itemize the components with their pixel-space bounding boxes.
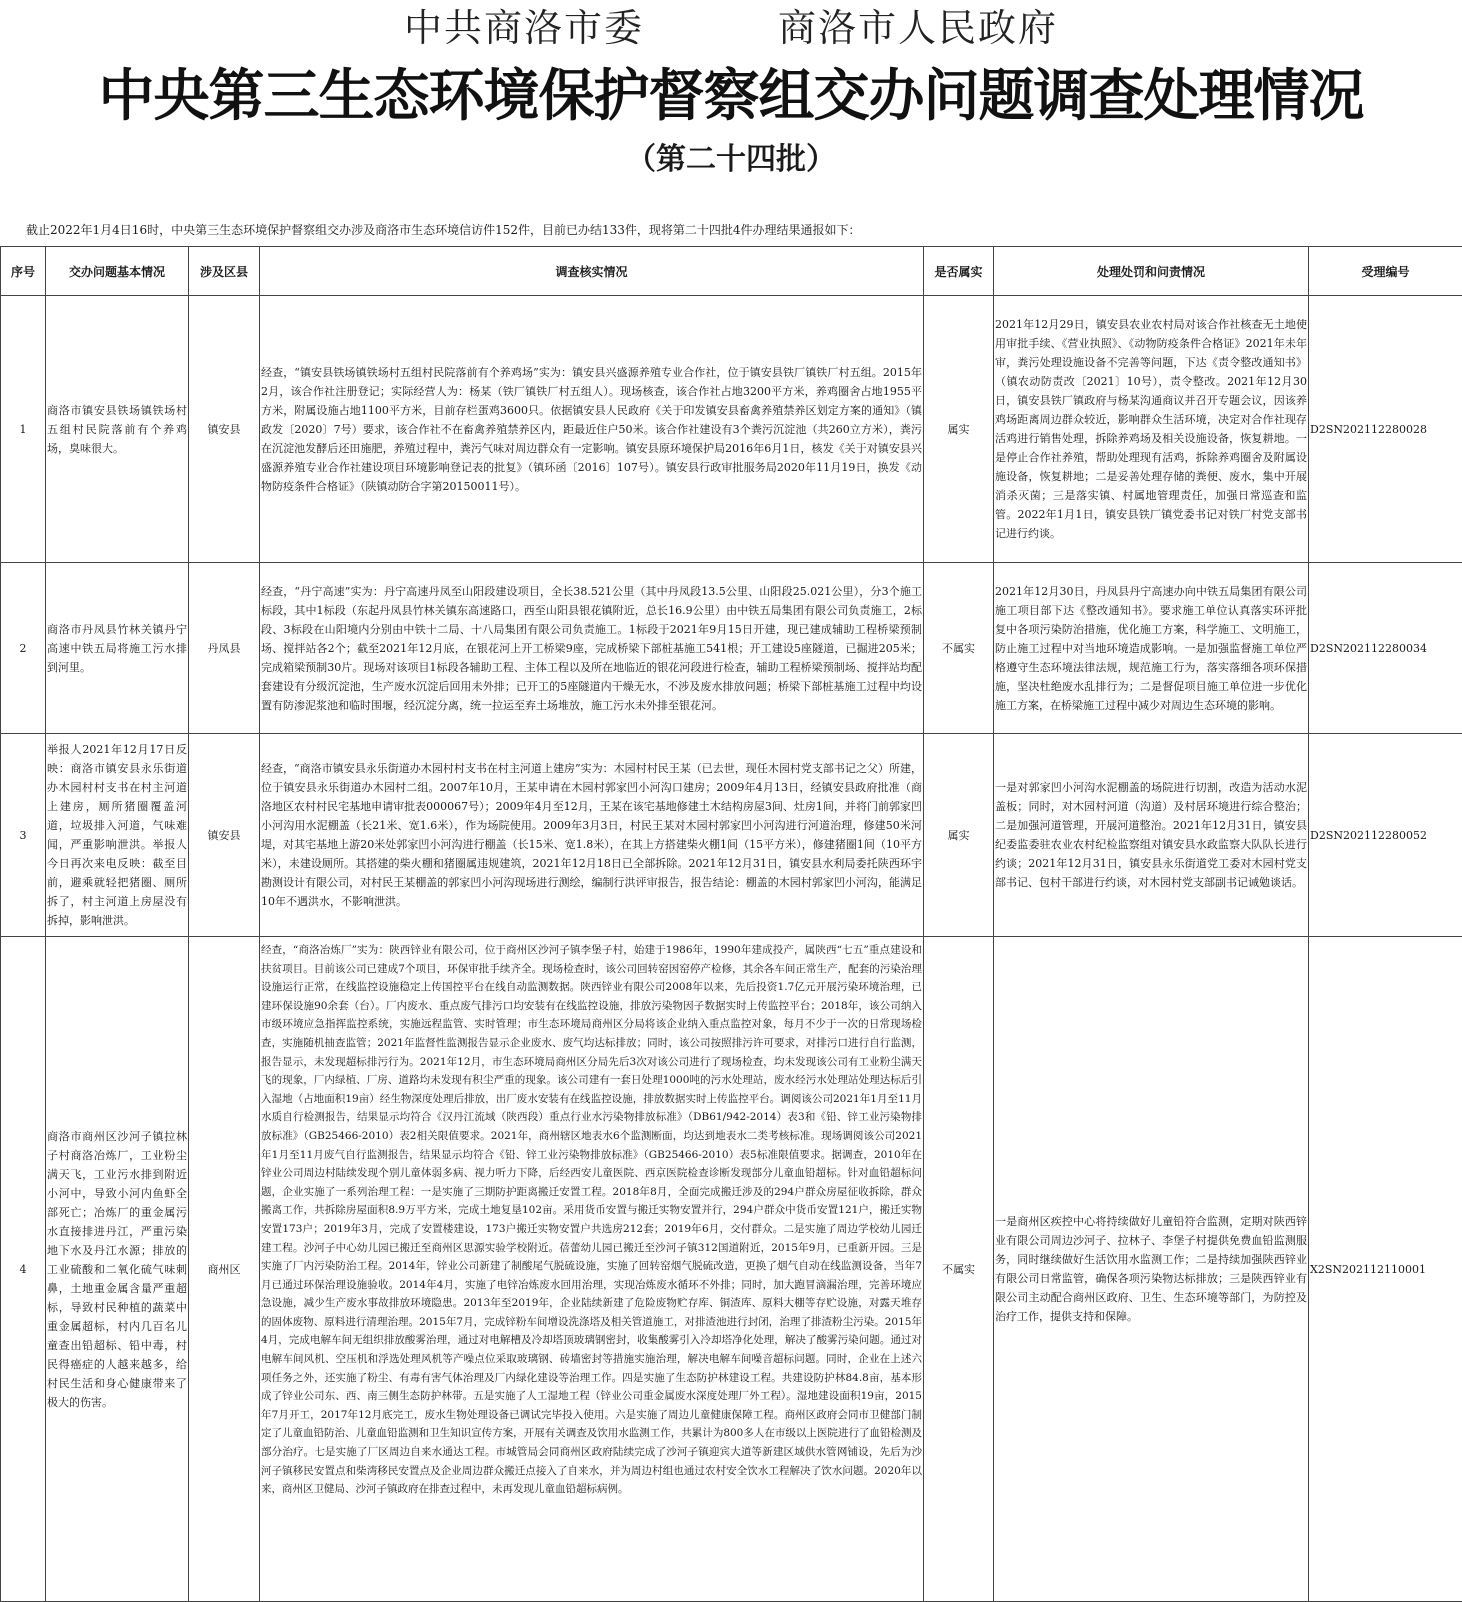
row-verified: 不属实: [924, 563, 994, 734]
table-row: [1, 296, 1462, 563]
header-district: 涉及区县: [189, 247, 260, 296]
issuers-line: [0, 4, 1462, 52]
row-verified: 属实: [924, 296, 994, 563]
row-code: D2SN202112280034: [1309, 563, 1462, 734]
header-handling: 处理处罚和问责情况: [994, 247, 1309, 296]
row-code: D2SN202112280052: [1309, 734, 1462, 937]
intro-paragraph: 截止2022年1月4日16时，中央第三生态环境保护督察组交办涉及商洛市生态环境信访件152件，目前已办结133件，现将第二十四批4件办理结果通报如下：: [26, 222, 861, 238]
row-handling: 一是商州区疾控中心将持续做好儿童铅符合监测，定期对陕西锌业有限公司周边沙河子、拉林子、李堡子村提供免费血铅监测服务，同时继续做好生活饮用水监测工作；二是持续加强陕西锌业有限公司日常监管，确保各项污染物达标排放；三是陕西锌业有限公司主动配合商州区政府、卫生、生态环境等部门，为防控及治疗工作，提供支持和保障。: [994, 937, 1309, 1602]
row-investigation: 经查，“镇安县铁场镇铁场村五组村民院落前有个养鸡场”实为：镇安县兴盛源养殖专业合作社，位于镇安县铁厂镇铁厂村五组。2015年2月，该合作社注册登记；实际经营人为：杨某（铁厂镇铁厂村五组人）。现场核查，该合作社占地3200平方米，养鸡圈舍占地1955平方米，附属设施占地1100平方米，目前存栏蛋鸡3600只。依据镇安县人民政府《关于印发镇安县畜禽养殖禁养区划定方案的通知》（镇政发〔2020〕7号）要求，该合作社不在畜禽养殖禁养区内，距最近住户50米。该合作社建设有3个粪污沉淀池（共260立方米），粪污在沉淀池发酵后还田施肥，养殖过程中，粪污气味对周边群众有一定影响。镇安县原环境保护局2016年6月1日，核发《关于对镇安县兴盛源养殖专业合作社建设项目环境影响登记表的批复》（镇环函〔2016〕107号）。镇安县行政审批服务局2020年11月19日，换发《动物防疫条件合格证》（陕镇动防合字第20150011号）。: [260, 296, 924, 563]
header-code: 受理编号: [1309, 247, 1462, 296]
row-basic: 商洛市镇安县铁场镇铁场村五组村民院落前有个养鸡场，臭味很大。: [46, 296, 189, 563]
row-code: X2SN202112110001: [1309, 937, 1462, 1602]
row-no: 1: [1, 296, 46, 563]
document-title: 中央第三生态环境保护督察组交办问题调查处理情况: [0, 62, 1462, 132]
row-district: 商州区: [189, 937, 260, 1602]
row-basic: 商洛市丹凤县竹林关镇丹宁高速中铁五局将施工污水排到河里。: [46, 563, 189, 734]
row-no: 4: [1, 937, 46, 1602]
row-district: 镇安县: [189, 296, 260, 563]
issuer-party-committee: 中共商洛市委: [404, 4, 644, 52]
header-basic: 交办问题基本情况: [46, 247, 189, 296]
row-handling: 2021年12月30日，丹凤县丹宁高速办向中铁五局集团有限公司施工项目部下达《整改通知书》。要求施工单位认真落实环评批复中各项污染防治措施，优化施工方案，科学施工、文明施工，防止施工过程中对当地环境造成影响。一是加强监督施工单位严格遵守生态环境法律法规，规范施工行为，落实落细各项环保措施，坚决杜绝废水乱排行为；二是督促项目施工单位进一步优化施工方案，在桥梁施工过程中减少对周边生态环境的影响。: [994, 563, 1309, 734]
table-row: [1, 937, 1462, 1602]
row-handling: 一是对郭家凹小河沟水泥棚盖的场院进行切割，改造为活动水泥盖板；同时，对木园村河道（沟道）及村居环境进行综合整治；二是加强河道管理，开展河道整治。2021年12月31日，镇安县纪委监委驻农业农村纪检监察组对镇安县水政监察大队队长进行约谈；2021年12月31日，镇安县永乐街道党工委对木园村党支部书记、包村干部进行约谈，对木园村党支部副书记诫勉谈话。: [994, 734, 1309, 937]
header-no: 序号: [1, 247, 46, 296]
header-verified: 是否属实: [924, 247, 994, 296]
row-verified: 不属实: [924, 937, 994, 1602]
row-basic: 举报人2021年12月17日反映：商洛市镇安县永乐街道办木园村村支书在村主河道上建房，厕所猪圈覆盖河道，垃圾排入河道，气味难闻，严重影响泄洪。举报人今日再次来电反映：截至目前，避乘就轻把猪圈、厕所拆了，村主河道上房屋没有拆掉，影响泄洪。: [46, 734, 189, 937]
table-row: [1, 734, 1462, 937]
row-district: 丹凤县: [189, 563, 260, 734]
row-verified: 属实: [924, 734, 994, 937]
row-district: 镇安县: [189, 734, 260, 937]
row-investigation: 经查，“丹宁高速”实为：丹宁高速丹凤至山阳段建设项目，全长38.521公里（其中丹凤段13.5公里、山阳段25.021公里），分3个施工标段，其中1标段（东起丹凤县竹林关镇东高速路口，西至山阳县银花镇附近，总长16.9公里）由中铁五局集团有限公司负责施工，2标段、3标段在山阳境内分别由中铁十二局、十八局集团有限公司负责施工。1标段于2021年9月15日开建，现已建成辅助工程桥梁预制场、搅拌站各2个；截至2021年12月底，在银花河上开工桥梁9座，完成桥梁下部桩基施工541根；开工建设5座隧道，已掘进205米；完成箱梁预制30片。现场对该项目1标段各辅助工程、主体工程以及所在地临近的银花河段进行检查，辅助工程桥梁预制场、搅拌站均配套建设有分级沉淀池，生产废水沉淀后回用未外排；已开工的5座隧道内干燥无水，不涉及废水排放问题；桥梁下部桩基施工过程中均设置有防渗泥浆池和临时围堰，经沉淀分离，统一拉运至弃土场堆放，施工污水未外排至银花河。: [260, 563, 924, 734]
row-no: 3: [1, 734, 46, 937]
row-investigation: 经查，“商洛市镇安县永乐街道办木园村村支书在村主河道上建房”实为：木园村村民王某（已去世，现任木园村党支部书记之父）所建，位于镇安县永乐街道办木园村二组。2007年10月，王某申请在木园村郭家凹小河沟口建房；2009年4月13日，经镇安县政府批准（商洛地区农村村民宅基地申请审批表000067号）；2009年4月至12月，王某在该宅基地修建土木结构房屋3间、灶房1间，并将门前郭家凹小河沟用水泥棚盖（长21米、宽1.6米），作为场院使用。2009年3月3日，村民王某对木园村郭家凹小河沟进行河道治理，修建50米河堤，对其宅基地上游20米处郭家凹小河沟进行棚盖（长15米、宽1.8米），在其上方搭建柴火棚1间（15平方米），修建猪圈1间（10平方米），未建设厕所。其搭建的柴火棚和猪圈属违规建筑，2021年12月18日已全部拆除。2021年12月31日，镇安县水利局委托陕西环宇勘测设计有限公司，对村民王某棚盖的郭家凹小河沟现场进行测绘，编制行洪评审报告，报告结论：棚盖的木园村郭家凹小河沟，能满足10年不遇洪水，不影响泄洪。: [260, 734, 924, 937]
row-code: D2SN202112280028: [1309, 296, 1462, 563]
header-investigation: 调查核实情况: [260, 247, 924, 296]
table-header-row: [1, 247, 1462, 296]
batch-label: （第二十四批）: [0, 140, 1462, 180]
row-investigation: 经查，“商洛冶炼厂”实为：陕西锌业有限公司，位于商州区沙河子镇李堡子村，始建于1986年，1990年建成投产，属陕西“七五”重点建设和扶贫项目。目前该公司已建成7个项目，环保审批手续齐全。现场检查时，该公司回转窑因窑停产检修，其余各车间正常生产，配套的污染治理设施运行正常，在线监控设施稳定上传国控平台在线自动监测数据。陕西锌业有限公司2008年以来，先后投资1.7亿元开展污染环境治理，已建环保设施90余套（台）。厂内废水、重点废气排污口均安装有在线监控设施，排放污染物因子数据实时上传监控平台；2018年，该公司纳入市级环境应急指挥监控系统，实施远程监管、实时管理；市生态环境局商州区分局将该企业纳入重点监控对象，每月不少于一次的日常现场检查，实施随机抽查监管；2021年监督性监测报告显示企业废水、废气均达标排放；同时，该公司按照排污许可要求，对排污口进行自行监测，报告显示，未发现超标排污行为。2021年12月，市生态环境局商州区分局先后3次对该公司进行了现场检查，均未发现该公司有工业粉尘满天飞的现象，厂内绿植、厂房、道路均未发现有积尘严重的现象。该公司建有一套日处理1000吨的污水处理站，废水经污水处理站处理达标后引入湿地（占地面积19亩）经生物深度处理后排放，出厂废水安装有在线监控设施，排放数据实时上传监控平台。调阅该公司2021年1月至11月水质自行检测报告，结果显示均符合《汉丹江流域（陕西段）重点行业水污染物排放标准》（DB61/942-2014）表3和《铅、锌工业污染物排放标准》（GB25466-2010）表2相关限值要求。2021年，商州辖区地表水6个监测断面，均达到地表水二类考核标准。现场调阅该公司2021年1月至11月废气自行监测报告，结果显示均符合《铅、锌工业污染物排放标准》（GB25466-2010）表5标准限值要求。据调查，2010年在锌业公司周边村陆续发现个别儿童体弱多病、视力听力下降，后经西安儿童医院、西京医院检查诊断发现部分儿童血铅超标。针对血铅超标问题，企业实施了一系列治理工程：一是实施了三期防护距离搬迁安置工程。2018年8月，全面完成搬迁涉及的294户群众房屋征收拆除，群众搬离工作，共拆除房屋面积8.9万平方米，完成土地复垦102亩。采用货币安置与搬迁实物安置并行，294户群众中货币安置121户，搬迁实物安置173户；2019年3月，完成了安置楼建设，173户搬迁实物安置户共选房212套；2019年6月，交付群众。二是实施了周边学校幼儿园迁建工程。沙河子中心幼儿园已搬迁至商州区思源实验学校附近。蓓蕾幼儿园已搬迁至沙河子镇312国道附近，2015年9月，已重新开园。三是实施了厂内污染防治工程。2014年，锌业公司新建了制酸尾气脱硫设施，实施了回转窑烟气脱硫改造，更换了烟气自动在线监测设备，当年7月已通过环保治理设施验收。2014年4月，实施了电锌冶炼废水回用治理，实现冶炼废水循环不外排；同时，加大跑冒滴漏治理，完善环境应急设施，减少生产废水事故排放环境隐患。2013年至2019年，企业陆续新建了危险废物贮存库、铜渣库、原料大棚等存贮设施，对露天堆存的固体废物、原料进行清理治理。2015年7月，完成锌粉车间增设洗涤塔及相关管道施工，对排渣池进行封闭，治理了排渣粉尘污染。2015年4月，完成电解车间无组织排放酸雾治理，通过对电解槽及冷却塔顶玻璃钢密封，收集酸雾引入冷却塔净化处理，解决了酸雾污染问题。通过对电解车间风机、空压机和浮选处理风机等产噪点位采取玻璃钢、砖墙密封等措施实施治理，解决电解车间噪音超标问题。同时，企业在上述六项任务之外，还实施了粉尘、有毒有害气体治理及厂内绿化建设等治理工作。四是实施了生态防护林建设工程。共建设防护林84.8亩，基本形成了锌业公司东、西、南三侧生态防护林带。五是实施了人工湿地工程（锌业公司重金属废水深度处理厂外工程）。湿地建设面积19亩，2015年7月开工，2017年12月底完工，废水生物处理设备已调试完毕投入使用。六是实施了周边儿童健康保障工程。商州区政府会同市卫健部门制定了儿童血铅防治、儿童血铅监测和卫生知识宣传方案，开展有关调查及饮用水监测工作，共累计为800多人在市级以上医院进行了血铅检测及部分治疗。七是实施了厂区周边自来水通达工程。市城管局会同商州区政府陆续完成了沙河子镇迎宾大道等新建区域供水管网铺设，先后为沙河子镇移民安置点和柴湾移民安置点及企业周边群众搬迁点接入了自来水，并为周边村组也通过农村安全饮水工程解决了饮水问题。2020年以来，商州区卫健局、沙河子镇政府在排查过程中，未再发现儿童血铅超标病例。: [260, 937, 924, 1602]
row-no: 2: [1, 563, 46, 734]
issuer-government: 商洛市人民政府: [778, 4, 1058, 52]
table-row: [1, 563, 1462, 734]
row-basic: 商洛市商州区沙河子镇拉林子村商洛冶炼厂，工业粉尘满天飞，工业污水排到附近小河中，导致小河内鱼虾全部死亡；冶炼厂的重金属污水直接排进丹江，严重污染地下水及丹江水源；排放的工业硫酸和二氧化硫气味刺鼻，土地重金属含量严重超标，导致村民种植的蔬菜中重金属超标，村内几百名儿童查出铅超标、铅中毒，村民得癌症的人越来越多，给村民生活和身心健康带来了极大的伤害。: [46, 937, 189, 1602]
case-table: [0, 246, 1462, 1602]
row-handling: 2021年12月29日，镇安县农业农村局对该合作社核查无土地使用审批手续、《营业执照》、《动物防疫条件合格证》2021年未年审，粪污处理设施设备不完善等问题，下达《责令整改通知书》（镇农动防责改〔2021〕10号），责令整改。2021年12月30日，镇安县铁厂镇政府与杨某沟通商议并召开专题会议，因该养鸡场距离周边群众较近，影响群众生活环境，决定对合作社现存活鸡进行销售处理，拆除养鸡场及相关设施设备，恢复耕地。一是停止合作社养殖，帮助处理现有活鸡，拆除养鸡圈舍及附属设施设备，恢复耕地；二是妥善处理存储的粪便、废水，集中开展消杀灭菌；三是落实镇、村属地管理责任，加强日常巡查和监管。2022年1月1日，镇安县铁厂镇党委书记对铁厂村党支部书记进行约谈。: [994, 296, 1309, 563]
